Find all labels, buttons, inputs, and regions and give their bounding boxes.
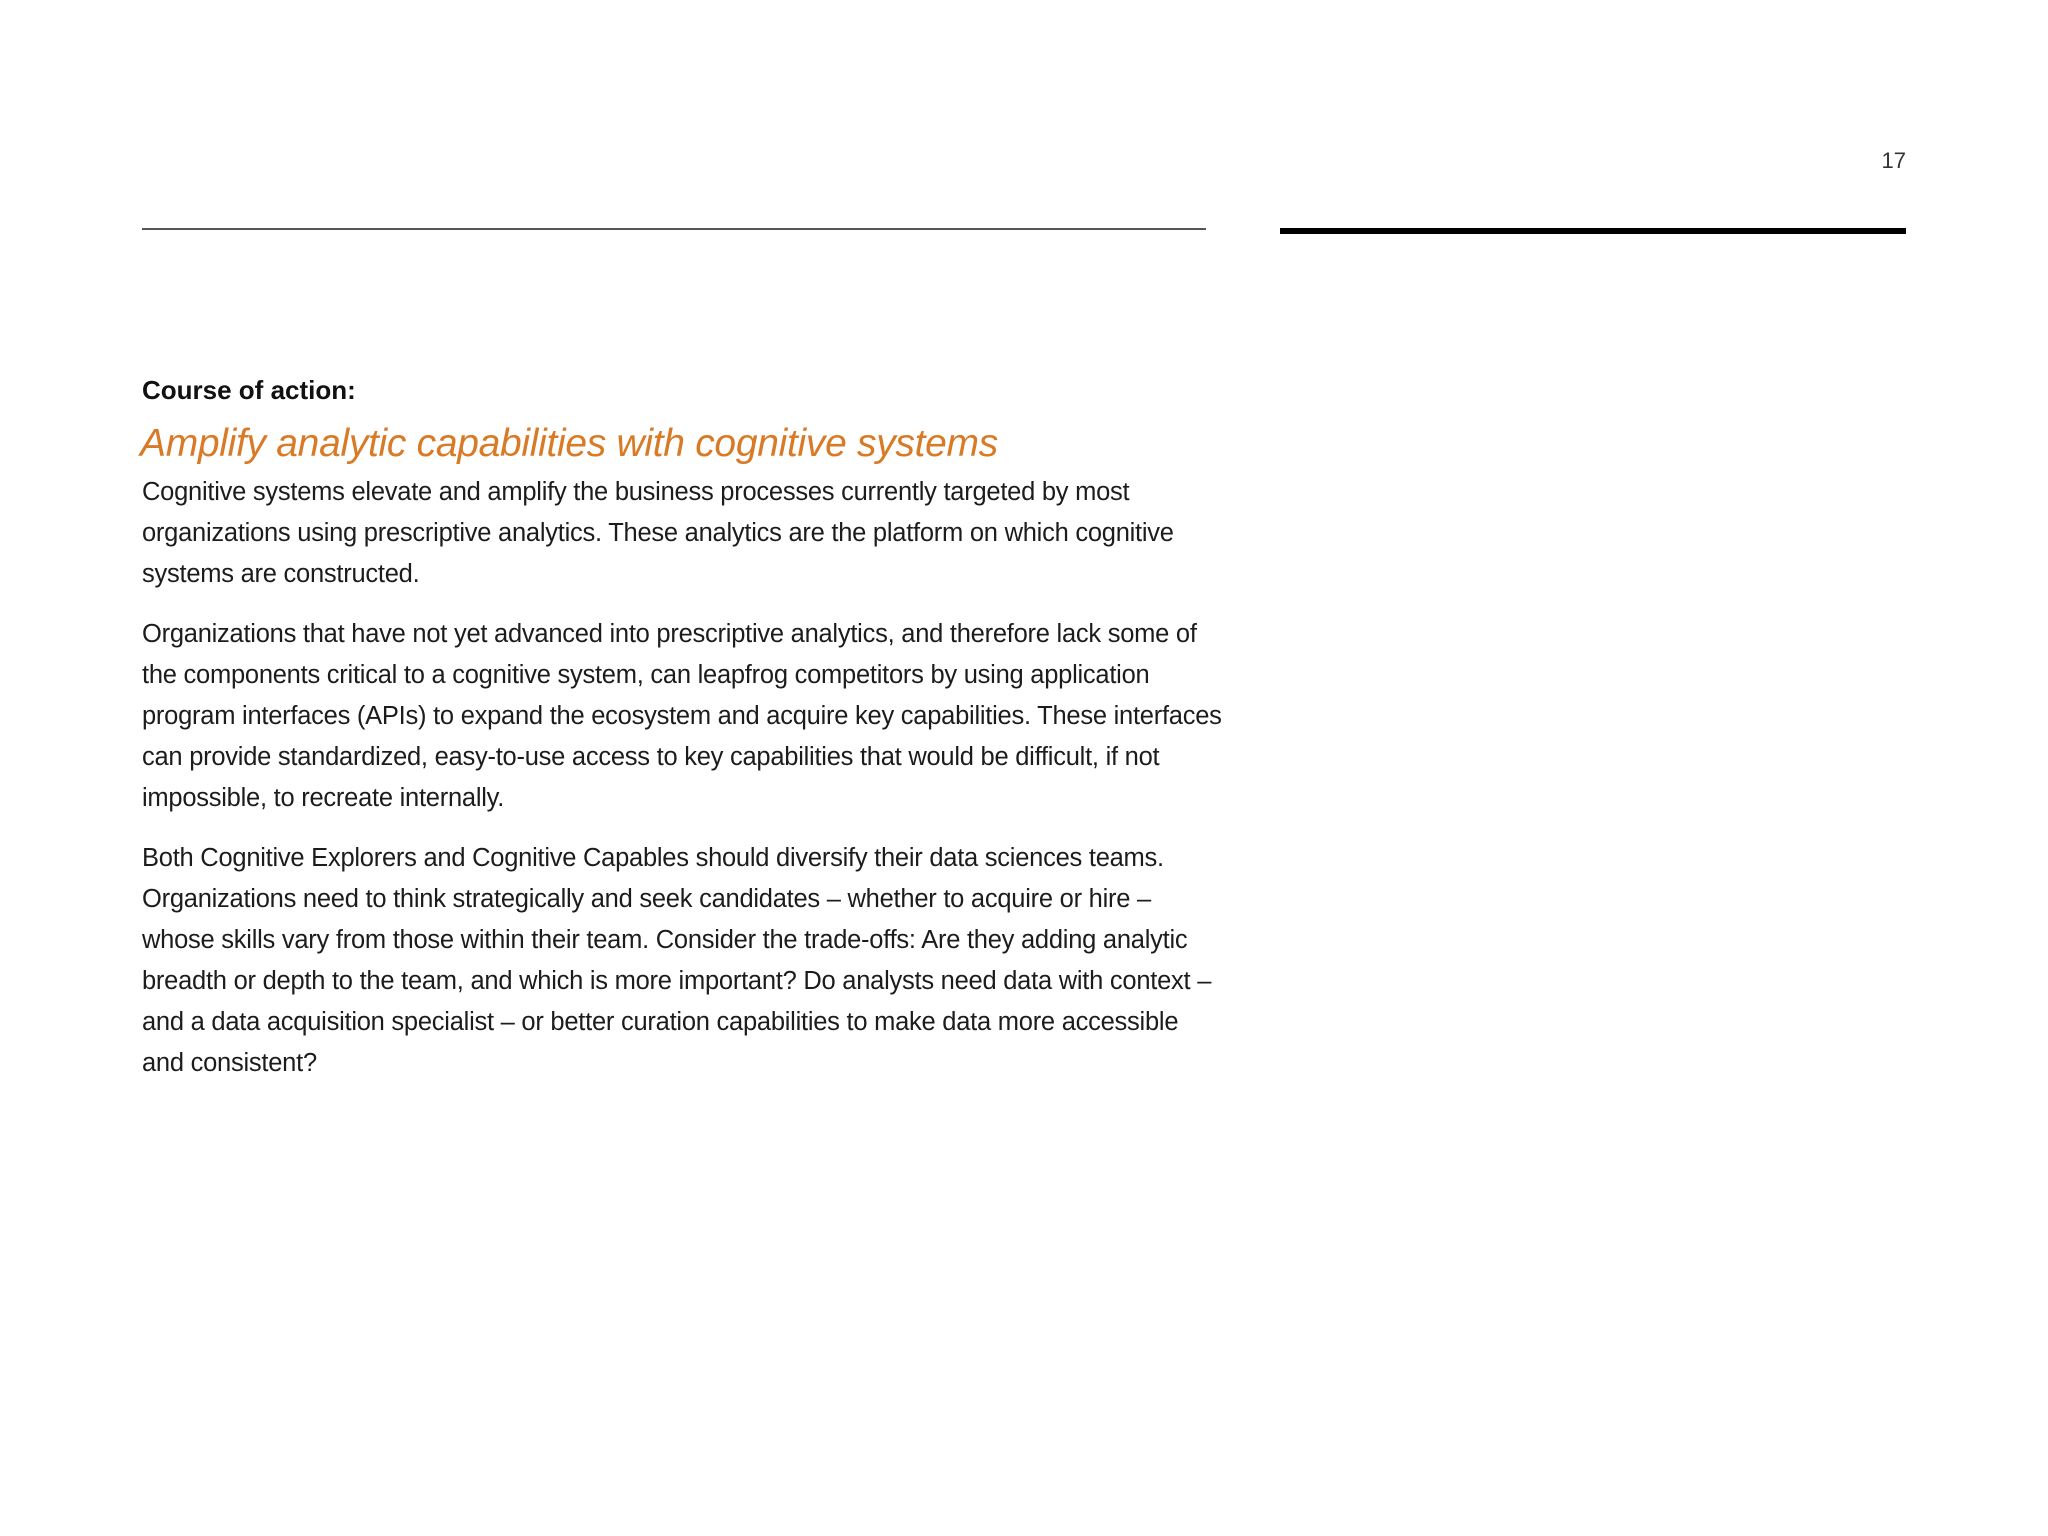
section-headline: Amplify analytic capabilities with cognitive systems: [140, 422, 998, 465]
page-number: 17: [1881, 148, 1906, 173]
main-content: [142, 372, 1222, 1103]
body-paragraph-3: Both Cognitive Explorers and Cognitive Capables should diversify their data sciences teams. Organizations need to think strategically and seek candidates – whether to acquire or hire – whose skills vary from those within their team. Consider the trade-offs: Are they adding analytic breadth or depth to the team, and which is more important? Do analysts need data with context – and a data acquisition specialist – or better curation capabilities to make data more accessible and consistent?: [142, 844, 1212, 1077]
header-rule-thin: [142, 228, 1206, 230]
body-paragraph-1: Cognitive systems elevate and amplify the business processes currently targeted by most organizations using prescriptive analytics. These analytics are the platform on which cognitive systems are constructed.: [142, 478, 1174, 588]
body-paragraph-2: Organizations that have not yet advanced into prescriptive analytics, and therefore lack some of the components critical to a cognitive system, can leapfrog competitors by using application program interfaces (APIs) to expand the ecosystem and acquire key capabilities. These interfaces can provide standardized, easy-to-use access to key capabilities that would be difficult, if not impossible, to recreate internally.: [142, 620, 1222, 812]
section-eyebrow: Course of action:: [142, 375, 356, 405]
header-rule-thick: [1280, 228, 1906, 234]
